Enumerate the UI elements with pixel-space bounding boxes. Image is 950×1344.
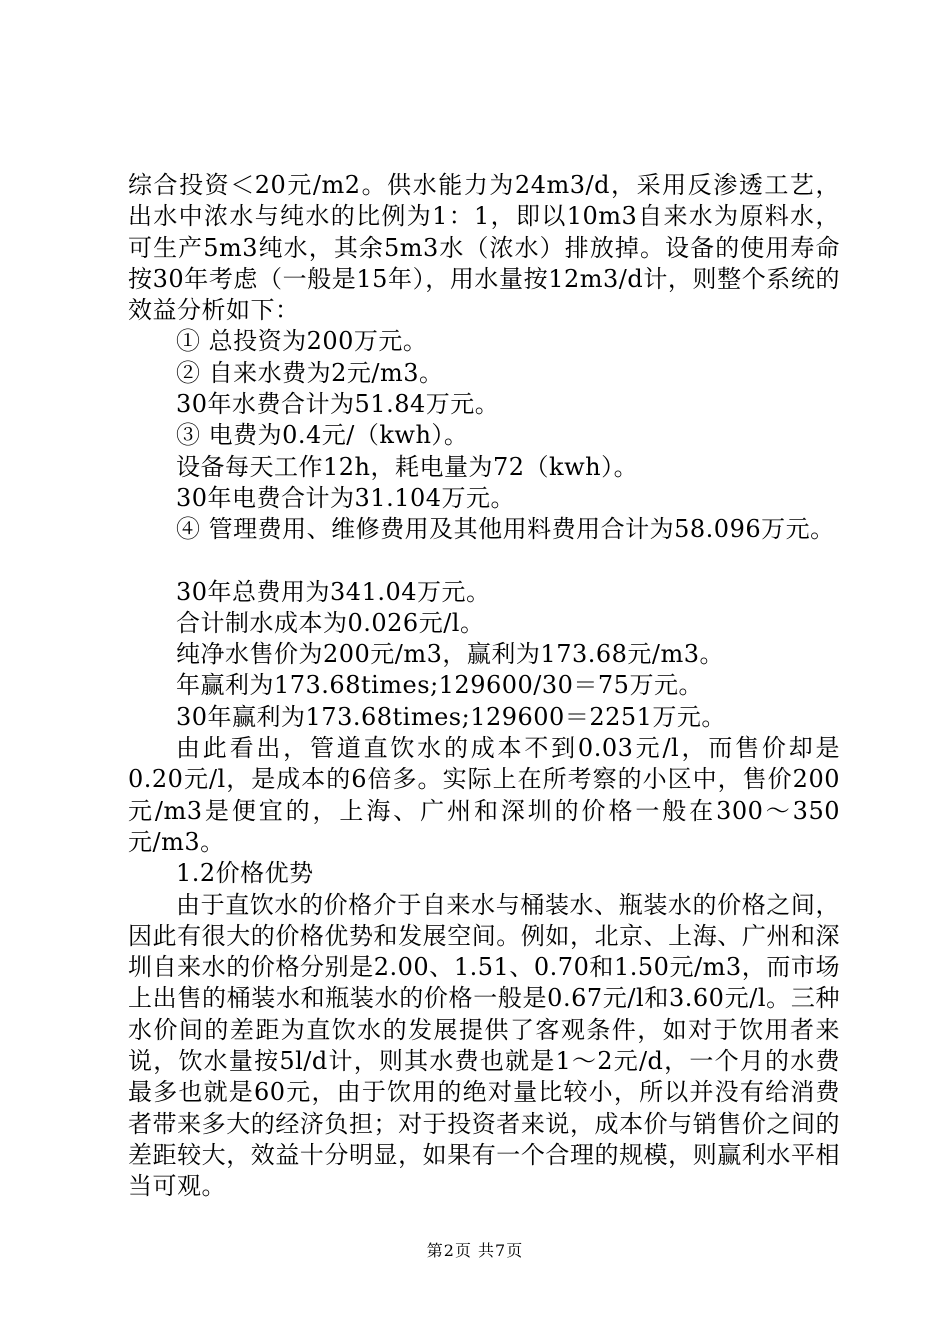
conclusion-paragraph: 由此看出，管道直饮水的成本不到0.03元/l，而售价却是0.20元/l，是成本的6倍多。实际上在所考察的小区中，售价200元/m3是便宜的，上海、广州和深圳的价格一般在300～350元/m3。 — [128, 734, 840, 856]
list-item: 30年水费合计为51.84万元。 — [176, 390, 500, 419]
list-item: ① 总投资为200万元。 — [176, 327, 428, 356]
list-item: 30年总费用为341.04万元。 — [176, 577, 491, 606]
list-item: 年赢利为173.68times;129600/30＝75万元。 — [176, 671, 703, 700]
list-item: ④ 管理费用、维修费用及其他用料费用合计为58.096万元。 — [176, 515, 835, 544]
list-item: 合计制水成本为0.026元/l。 — [176, 608, 485, 637]
list-item: 30年电费合计为31.104万元。 — [176, 483, 516, 512]
blank-line — [128, 546, 840, 577]
list-item: 30年赢利为173.68times;129600＝2251万元。 — [176, 702, 726, 731]
list-item: ② 自来水费为2元/m3。 — [176, 358, 444, 387]
page-footer: 第2页 共7页 — [426, 1241, 524, 1260]
section-body-paragraph: 由于直饮水的价格介于自来水与桶装水、瓶装水的价格之间，因此有很大的价格优势和发展空间。例如，北京、上海、广州和深圳自来水的价格分别是2.00、1.51、0.70和1.50元/m3，而市场上出售的桶装水和瓶装水的价格一般是0.67元/l和3.60元/l。三种水价间的差距为直饮水的发展提供了客观条件，如对于饮用者来说，饮水量按5l/d计，则其水费也就是1～2元/d，一个月的水费最多也就是60元，由于饮用的绝对量比较小，所以并没有给消费者带来多大的经济负担；对于投资者来说，成本价与销售价之间的差距较大，效益十分明显，如果有一个合理的规模，则赢利水平相当可观。 — [128, 890, 840, 1201]
list-item: ③ 电费为0.4元/（kwh）。 — [176, 421, 469, 450]
intro-paragraph: 综合投资＜20元/m2。供水能力为24m3/d，采用反渗透工艺，出水中浓水与纯水的比例为1：1，即以10m3自来水为原料水，可生产5m3纯水，其余5m3水（浓水）排放掉。设备的使用寿命按30年考虑（一般是15年），用水量按12m3/d计，则整个系统的效益分析如下： — [128, 171, 840, 325]
list-item: 设备每天工作12h，耗电量为72（kwh）。 — [176, 452, 639, 481]
section-heading: 1.2价格优势 — [176, 859, 314, 888]
document-body — [128, 170, 840, 1203]
list-item: 纯净水售价为200元/m3，赢利为173.68元/m3。 — [176, 640, 725, 669]
